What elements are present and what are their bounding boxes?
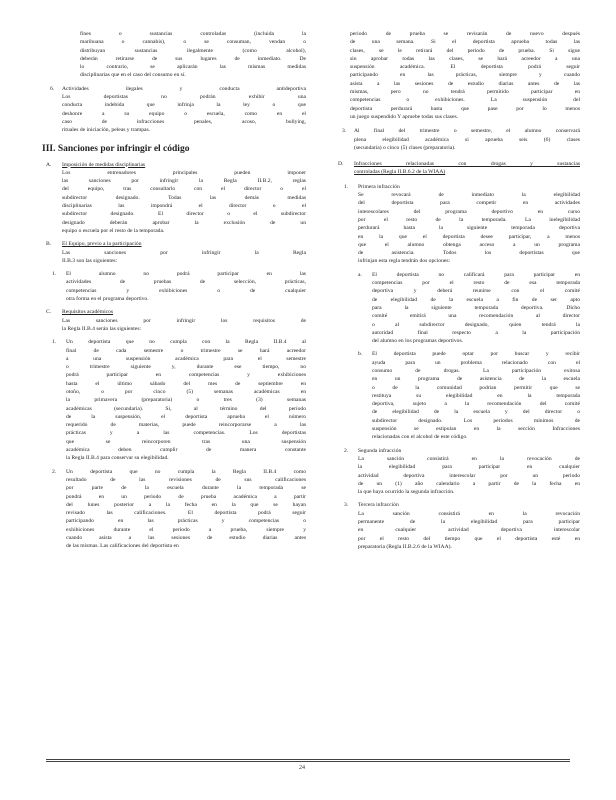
text-line: permanente de la elegibilidad para participar [358,519,580,526]
page-number: 24 [299,765,305,771]
text-line: disciplinarias que en el caso del consumo en sí. [80,72,186,79]
item-B1 [36,270,306,303]
item-Da-text [372,271,580,346]
text-line: consumo de drogas. La participación exitosa [372,367,580,374]
text-line: Infracciones relacionadas con drogas y sustancias [354,161,580,168]
text-line: de una semana. Si el deportista aprueba todas las [350,39,580,46]
item-B-text [62,249,306,266]
text-line: por parte de la escuela durante la temporada se [66,485,306,492]
text-line: Actividades ilegales y conducta antideportiva [62,85,306,92]
item-number: 1. [344,183,349,190]
text-line: disciplinarias las impondrá el director o el [62,203,306,210]
text-line: Un deportista que no cumpla la Regla II.B.4 como [66,468,306,475]
text-line: que el alumno obtenga acceso a un programa [358,241,580,248]
item-D1 [328,183,580,266]
text-line: conducta indebida que infrinja la ley o que [62,102,306,109]
text-line: actividad deportiva interescolar por un periodo [358,472,580,479]
text-line: del equipo, tras consultarlo con el director o el [62,186,306,193]
text-line: o de la comunidad podrían permitir que se [372,384,580,391]
text-line: de asistencia. Todos los deportistas que [358,250,580,257]
text-line: caso de infracciones penales, acoso, bullying, [62,118,306,125]
text-line: deberán retirarse de sus lugares de inmediato. De [80,55,306,62]
text-line: de las mismas. Las calificaciones del deportista en [66,543,179,550]
text-line: la que haya ocurrido la segunda infracción. [358,489,455,496]
text-line: Los entrenadores principales pueden imponer [62,169,306,176]
text-line: infrinjan esta regla tendrán dos opciones: [358,258,451,265]
text-line: rituales de iniciación, peleas y trampas. [62,127,151,134]
item-D2-text [358,455,580,496]
text-line: por el resto del tiempo que el deportista esté en [358,535,580,542]
item-C-heading: Requisitos académicos [62,309,114,316]
text-line: El deportista puede optar por buscar y recibir [372,351,580,358]
item-Db-text [372,350,580,441]
item-letter: A. [46,161,52,168]
item-D-heading [354,160,580,177]
text-line: controladas (Regla II.B.6.2 de la WIAA) [354,169,446,176]
text-line: Las sanciones por infringir los requisitos de [62,317,306,324]
text-line: en la que el deportista desee participar, a menos [358,233,580,240]
item-letter: B. [46,241,52,248]
text-line: otra forma en el programa deportivo. [66,296,149,303]
text-line: La sanción consistirá en la revocación [358,510,580,517]
text-line: de elegibilidad de la escuela y del director o [372,409,580,416]
text-line: suspensión se estipulan en la sección Infracciones [372,426,580,433]
text-line: Un deportista que no cumpla con la Regla II.B.4 al [66,339,306,346]
item-A [36,161,306,236]
text-line: por el resto de la temporada. La inelegibilidad [358,216,580,223]
text-line: deshonre a su equipo o escuela, como en el [62,110,306,117]
text-line: equipo o escuela por el resto de la temporada. [62,227,165,234]
item-D3-heading: Tercera infracción [358,502,399,509]
text-line: perdurará hasta la siguiente temporada deportiva [358,225,580,232]
text-line: o al subdirector designado, quien tendrá la [372,321,580,328]
item-D1-heading: Primera infracción [358,183,400,190]
text-line: cuando asista a las sesiones de estudio diarias antes [66,535,306,542]
text-line: asista a las sesiones de estudio diarias antes de las [350,80,580,87]
item-D1-text [358,191,580,266]
text-line: participando en las prácticas y competencias o [66,518,306,525]
text-line: II.B.3 son las siguientes: [62,257,118,264]
item-C2-text [66,468,306,551]
item-letter: b. [358,351,363,358]
text-line: La sanción consistirá en la revocación de [358,455,580,462]
footer-rule [46,761,570,762]
text-line: a una suspensión académica para el semestre [66,355,306,362]
text-line: final de cada semestre o trimestre se hará acreedor [66,347,306,354]
text-line: en cualquier actividad deportiva interescolar [358,527,580,534]
text-line: competencias y exhibiciones o de cualquier [66,287,306,294]
text-line: participando en las prácticas, siempre y cuando [350,72,580,79]
text-line: Los deportistas no podrán exhibir una [62,94,306,101]
item-A-heading: Imposición de medidas disciplinarias [62,161,146,168]
text-line: (secundaria) o cinco (5) clases (preparatoria). [354,144,456,151]
text-line: de la suspensión, el deportista aprueba el número [66,413,306,420]
text-line: subdirector designado. Los periodos mínimos de [372,417,580,424]
text-line: marihuana o cannabis), o se consuman, vendan o [80,39,306,46]
text-line: la Regla II.B.4 para conservar su elegibilidad. [66,455,169,462]
item-number: 3. [344,502,349,509]
text-line: deportista perdurará hasta que pase por lo menos [350,105,580,112]
text-line: mismas, pero no tendrá permitido participar en [350,89,580,96]
item-number: 2. [52,468,57,475]
item-C1 [36,338,306,462]
item-D2 [328,447,580,497]
text-line: académica deben cumplir de manera constante [66,447,306,454]
text-line: comité emitirá una recomendación al director [372,313,580,320]
item-C3 [328,127,580,152]
text-line: pondrá en un periodo de prueba académica a partir [66,493,306,500]
item-Da [342,271,580,346]
right-column [328,30,580,556]
text-line: distribuyan sustancias ilegalmente (como alcohol), [80,47,306,54]
text-line: de un (1) año calendario a partir de la fecha en [358,480,580,487]
text-line: podrá participar en competencias y exhibiciones [66,372,306,379]
text-line: relacionadas con el alcohol de este código. [372,434,468,441]
item-letter: a. [358,271,362,278]
item-B [36,240,306,265]
item-B-heading: El Equipo, previo a la participación [62,241,142,248]
item-number: 2. [344,447,349,454]
text-line: revisado las calificaciones. El deportista podrá seguir [66,510,306,517]
item-Db [342,350,580,441]
text-line: autoridad final respecto a la participación [372,329,580,336]
item-C [36,308,306,333]
text-line: clases, se le retirará del periodo de prueba. Si sigue [350,47,580,54]
text-line: restituya su elegibilidad en la temporada [372,392,580,399]
text-line: competencias por el resto de esa temporada [372,280,580,287]
intro-paragraph [36,30,306,80]
text-line: El deportista no calificará para participar en [372,271,580,278]
text-line: la primavera (preparatoria) o tres (3) semanas [66,397,306,404]
item-number: 6. [50,85,55,92]
item-D3-text [358,510,580,551]
item-C2 [36,468,306,551]
item-B1-text [66,270,306,303]
text-line: hasta el último sábado del mes de septiembre en [66,380,306,387]
text-line: deportiva, sujeto a la recomendación del comité [372,401,580,408]
item-C1-text [66,338,306,462]
text-line: periodo de prueba se revisarán de nuevo después [350,31,580,37]
text-line: plena elegibilidad académica si aprueba seis (6) clases [354,136,580,143]
item-A-text [62,169,306,235]
item-C-text [62,317,306,334]
text-line: suspensión académica. El deportista podrá seguir [350,64,580,71]
section-title: III. Sanciones por infringir el código [42,143,190,154]
text-line: del lunes posterior a la fecha en la que se hayan [66,501,306,508]
item-D2-heading: Segunda infracción [358,447,402,454]
item-letter: D. [338,161,344,168]
text-line: resultado de las revisiones de sus calificaciones [66,476,306,483]
text-line: Se revocará de inmediato la elegibilidad [358,192,580,199]
footer-rule [46,759,570,760]
text-line: deportiva y deberá reunirse con el comité [372,288,580,295]
text-line: actividades de pruebas de selección, prácticas, [66,279,306,286]
text-line: otoño, o por cinco (5) semanas académicas en [66,388,306,395]
text-line: designado deberán aprobar la exclusión de un [62,219,306,226]
text-line: sin aprobar todas las clases, se hará acreedor a una [350,55,580,62]
item-number: 3. [342,128,347,135]
item-6-text [62,85,306,135]
text-line: Al final del trimestre o semestre, el alumno conservará [354,128,580,135]
text-line: ayuda para un problema relacionado con el [372,359,580,366]
text-line: del deportista para competir en actividades [358,200,580,207]
item-6 [36,85,306,135]
text-line: requerido de materias, puede reincorporarse a las [66,422,306,429]
text-line: lo contrario, se aplicarán las mismas medidas [80,64,306,71]
text-line: subdirector designado. El director o el subdirector [62,211,306,218]
text-line: prácticas y a las competencias. Los deportistas [66,430,306,437]
text-line: preparatoria (Regla II.B.2.6 de la WIAA). [358,543,452,550]
text-line: un juego suspendido Y apruebe todas sus clases. [350,113,459,120]
text-line: interescolares del programa deportivo en curso [358,208,580,215]
text-line: la Regla II.B.4 serán las siguientes: [62,325,142,332]
text-line: competencias o exhibiciones. La suspensión del [350,97,580,104]
text-line: exhibiciones durante el periodo a prueba, siempre y [66,526,306,533]
text-line: las sanciones por infringir la Regla II.B.2, reglas [62,178,306,185]
text-line: El alumno no podrá participar en las [66,271,306,278]
text-line: para la siguiente temporada deportiva. Dicho [372,304,580,311]
item-letter: C. [46,309,52,316]
text-line: o trimestre siguiente y, durante ese tiempo, no [66,364,306,371]
text-line: subdirector designado. Todas las demás medidas [62,194,306,201]
text-line: la elegibilidad para participar en cualquier [358,464,580,471]
continued-paragraph [328,30,580,121]
text-line: de elegibilidad de la escuela a fin de ser apto [372,296,580,303]
left-column [36,30,306,556]
item-D3 [328,501,580,551]
text-line: fines o sustancias controladas (incluida la [80,31,306,37]
item-D [328,160,580,177]
item-number: 1. [52,271,57,278]
text-line: Las sanciones por infringir la Regla [62,249,306,256]
text-line: académicas (secundaria). Si, al término del período [66,405,306,412]
text-line: del alumno en los programas deportivos. [372,338,464,345]
text-line: en un programa de asistencia de la escuela [372,376,580,383]
item-number: 1. [52,339,57,346]
text-line: que se reincorporen tras una suspensión [66,438,306,445]
item-C3-text [354,127,580,152]
